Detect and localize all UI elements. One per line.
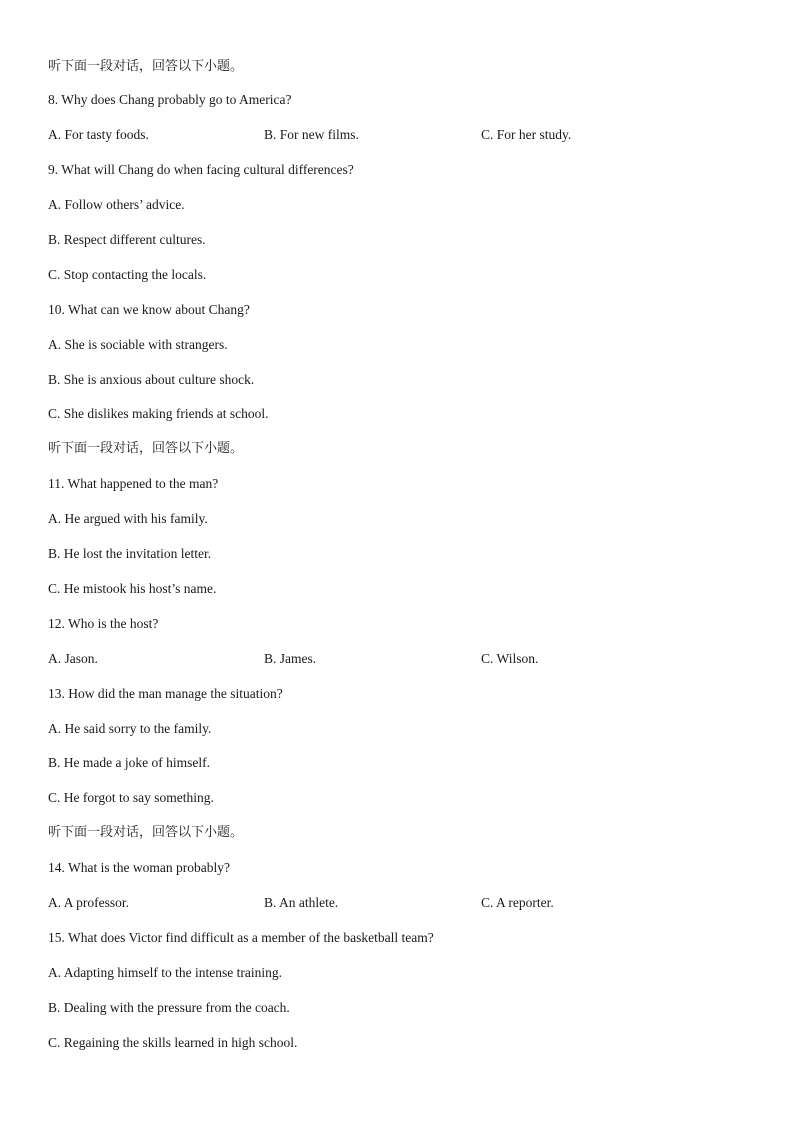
option-11-c: C. He mistook his host’s name. bbox=[48, 581, 217, 596]
option-8-b: B. For new films. bbox=[264, 127, 359, 142]
options-row-12 bbox=[48, 650, 748, 668]
option-9-a: A. Follow others’ advice. bbox=[48, 197, 185, 212]
options-row-8 bbox=[48, 126, 748, 144]
option-14-a: A. A professor. bbox=[48, 895, 129, 910]
section-heading: 听下面一段对话，回答以下小题。 bbox=[48, 825, 244, 840]
section-heading: 听下面一段对话，回答以下小题。 bbox=[48, 59, 244, 74]
option-15-b: B. Dealing with the pressure from the coach. bbox=[48, 1000, 290, 1015]
option-11-a: A. He argued with his family. bbox=[48, 511, 208, 526]
section-heading: 听下面一段对话，回答以下小题。 bbox=[48, 441, 244, 456]
question-8: 8. Why does Chang probably go to America? bbox=[48, 92, 292, 107]
option-15-c: C. Regaining the skills learned in high school. bbox=[48, 1035, 298, 1050]
question-14: 14. What is the woman probably? bbox=[48, 860, 230, 875]
question-12: 12. Who is the host? bbox=[48, 616, 159, 631]
option-10-a: A. She is sociable with strangers. bbox=[48, 337, 228, 352]
question-9: 9. What will Chang do when facing cultural differences? bbox=[48, 162, 354, 177]
option-15-a: A. Adapting himself to the intense training. bbox=[48, 965, 282, 980]
option-11-b: B. He lost the invitation letter. bbox=[48, 546, 212, 561]
option-12-c: C. Wilson. bbox=[481, 651, 539, 666]
option-10-c: C. She dislikes making friends at school. bbox=[48, 406, 269, 421]
question-15: 15. What does Victor find difficult as a member of the basketball team? bbox=[48, 930, 434, 945]
options-row-14 bbox=[48, 894, 748, 912]
option-13-a: A. He said sorry to the family. bbox=[48, 721, 212, 736]
option-8-a: A. For tasty foods. bbox=[48, 127, 149, 142]
option-9-b: B. Respect different cultures. bbox=[48, 232, 206, 247]
question-13: 13. How did the man manage the situation? bbox=[48, 686, 283, 701]
option-13-b: B. He made a joke of himself. bbox=[48, 755, 210, 770]
question-10: 10. What can we know about Chang? bbox=[48, 302, 250, 317]
option-10-b: B. She is anxious about culture shock. bbox=[48, 372, 255, 387]
option-14-c: C. A reporter. bbox=[481, 895, 554, 910]
question-11: 11. What happened to the man? bbox=[48, 476, 219, 491]
option-13-c: C. He forgot to say something. bbox=[48, 790, 214, 805]
option-8-c: C. For her study. bbox=[481, 127, 572, 142]
option-9-c: C. Stop contacting the locals. bbox=[48, 267, 207, 282]
option-12-b: B. James. bbox=[264, 651, 317, 666]
option-14-b: B. An athlete. bbox=[264, 895, 339, 910]
option-12-a: A. Jason. bbox=[48, 651, 98, 666]
